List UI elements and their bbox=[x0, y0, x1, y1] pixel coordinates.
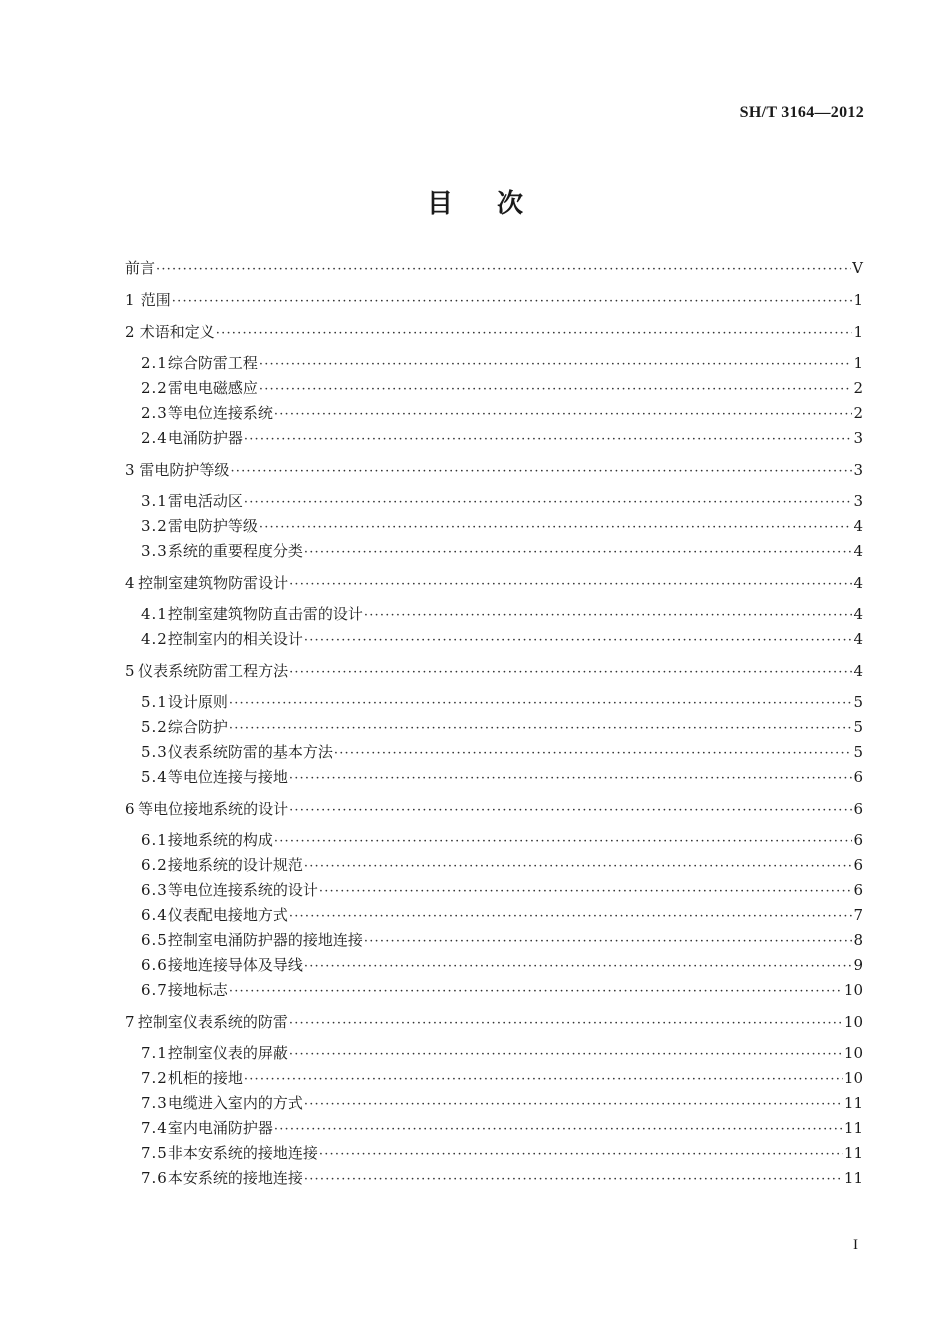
toc-entry[interactable] bbox=[125, 742, 863, 762]
toc-entry-label: 雷电防护等级 bbox=[139, 461, 230, 479]
toc-entry-page: 4 bbox=[853, 662, 863, 680]
page-title bbox=[0, 183, 950, 220]
toc-dot-leader bbox=[319, 884, 852, 900]
toc-entry-number: 5 bbox=[125, 662, 135, 680]
toc-entry-label: 电缆进入室内的方式 bbox=[167, 1094, 303, 1112]
toc-dot-leader bbox=[274, 834, 852, 850]
toc-entry-label: 等电位连接系统 bbox=[167, 404, 273, 422]
toc-dot-leader bbox=[304, 859, 852, 875]
toc-entry-number: 6.5 bbox=[141, 931, 168, 949]
toc-entry-number: 2.4 bbox=[141, 429, 168, 447]
toc-entry-page: 6 bbox=[853, 800, 863, 818]
standard-number: SH/T 3164—2012 bbox=[739, 104, 864, 121]
toc-dot-leader bbox=[229, 721, 852, 737]
toc-dot-leader bbox=[274, 1122, 843, 1138]
toc-entry-label: 仪表配电接地方式 bbox=[167, 906, 288, 924]
toc-entry-number: 6.6 bbox=[141, 956, 168, 974]
toc-entry-label: 接地系统的构成 bbox=[167, 831, 273, 849]
toc-entry[interactable] bbox=[125, 1068, 863, 1088]
toc-dot-leader bbox=[289, 665, 852, 681]
toc-dot-leader bbox=[289, 1016, 843, 1032]
toc-entry[interactable] bbox=[125, 428, 863, 448]
toc-entry-label: 系统的重要程度分类 bbox=[167, 542, 303, 560]
toc-entry-page: 5 bbox=[853, 743, 863, 761]
toc-entry-label: 雷电活动区 bbox=[167, 492, 243, 510]
toc-entry[interactable] bbox=[125, 980, 863, 1000]
toc-dot-leader bbox=[304, 1172, 843, 1188]
toc-entry-number: 6.2 bbox=[141, 856, 168, 874]
toc-entry-number: 5.4 bbox=[141, 768, 168, 786]
toc-entry-label: 控制室电涌防护器的接地连接 bbox=[167, 931, 363, 949]
toc-entry-page: 6 bbox=[853, 881, 863, 899]
toc-entry-label: 电涌防护器 bbox=[167, 429, 243, 447]
toc-entry-number: 7.3 bbox=[141, 1094, 168, 1112]
toc-entry-number: 5.2 bbox=[141, 718, 168, 736]
toc-entry-page: 4 bbox=[853, 542, 863, 560]
toc-entry[interactable] bbox=[125, 1093, 863, 1113]
toc-entry-label: 仪表系统防雷的基本方法 bbox=[167, 743, 333, 761]
toc-entry-number: 3.2 bbox=[141, 517, 168, 535]
toc-dot-leader bbox=[244, 432, 852, 448]
toc-entry[interactable] bbox=[125, 799, 863, 819]
toc-entry-label: 接地标志 bbox=[167, 981, 228, 999]
toc-entry-label: 室内电涌防护器 bbox=[167, 1119, 273, 1137]
toc-entry-label: 仪表系统防雷工程方法 bbox=[138, 662, 289, 680]
toc-entry-label: 本安系统的接地连接 bbox=[167, 1169, 303, 1187]
toc-entry-page: 3 bbox=[853, 492, 863, 510]
toc-entry[interactable] bbox=[125, 516, 863, 536]
toc-entry-page: 11 bbox=[843, 1144, 863, 1162]
title-char-2: 次 bbox=[497, 189, 524, 219]
toc-entry-page: 1 bbox=[853, 291, 863, 309]
toc-dot-leader bbox=[274, 407, 852, 423]
toc-entry-label: 控制室内的相关设计 bbox=[167, 630, 303, 648]
toc-dot-leader bbox=[156, 262, 851, 278]
toc-entry-label: 接地系统的设计规范 bbox=[167, 856, 303, 874]
toc-entry[interactable] bbox=[125, 1043, 863, 1063]
toc-entry-page: 4 bbox=[853, 605, 863, 623]
toc-entry-label: 范围 bbox=[140, 291, 171, 309]
toc-entry[interactable] bbox=[125, 661, 863, 681]
toc-dot-leader bbox=[319, 1147, 843, 1163]
toc-entry-page: 6 bbox=[853, 856, 863, 874]
toc-entry-page: 2 bbox=[853, 379, 863, 397]
toc-entry-page: 3 bbox=[853, 429, 863, 447]
toc-dot-leader bbox=[364, 608, 852, 624]
toc-entry-page: 5 bbox=[853, 693, 863, 711]
toc-entry-label: 等电位连接与接地 bbox=[167, 768, 288, 786]
toc-entry-number: 2.1 bbox=[141, 354, 168, 372]
toc-dot-leader bbox=[289, 1047, 843, 1063]
toc-entry-number: 1 bbox=[125, 291, 135, 309]
toc-entry-number: 2.2 bbox=[141, 379, 168, 397]
toc-entry-label: 控制室仪表的屏蔽 bbox=[167, 1044, 288, 1062]
toc-entry-number: 3 bbox=[125, 461, 135, 479]
toc-entry-number: 7.1 bbox=[141, 1044, 168, 1062]
toc-dot-leader bbox=[172, 294, 852, 310]
toc-dot-leader bbox=[289, 909, 852, 925]
toc-entry[interactable] bbox=[125, 955, 863, 975]
toc-dot-leader bbox=[216, 326, 852, 342]
toc-entry-label: 机柜的接地 bbox=[167, 1069, 243, 1087]
toc-entry-number: 7.4 bbox=[141, 1119, 168, 1137]
toc-entry-number: 6.1 bbox=[141, 831, 168, 849]
toc-entry[interactable] bbox=[125, 1168, 863, 1188]
toc-entry-number: 7.2 bbox=[141, 1069, 168, 1087]
toc-entry-number: 3.3 bbox=[141, 542, 168, 560]
toc-dot-leader bbox=[259, 520, 852, 536]
toc-entry-label: 术语和定义 bbox=[139, 323, 215, 341]
toc-entry-page: 4 bbox=[853, 630, 863, 648]
toc-entry-label: 等电位接地系统的设计 bbox=[138, 800, 289, 818]
toc-entry[interactable] bbox=[125, 692, 863, 712]
toc-dot-leader bbox=[289, 803, 852, 819]
toc-entry-page: 11 bbox=[843, 1094, 863, 1112]
toc-entry-number: 6.7 bbox=[141, 981, 168, 999]
toc-entry[interactable] bbox=[125, 258, 863, 278]
toc-entry-number: 7.6 bbox=[141, 1169, 168, 1187]
toc-entry-page: 7 bbox=[853, 906, 863, 924]
toc-entry[interactable] bbox=[125, 378, 863, 398]
toc-dot-leader bbox=[364, 934, 852, 950]
toc-entry-label: 前言 bbox=[125, 259, 156, 277]
toc-entry-page: 8 bbox=[853, 931, 863, 949]
toc-entry-number: 7 bbox=[125, 1013, 135, 1031]
toc-entry-page: 1 bbox=[853, 323, 863, 341]
toc-entry-page: 10 bbox=[843, 1069, 863, 1087]
toc-entry-page: 6 bbox=[853, 768, 863, 786]
toc-dot-leader bbox=[244, 495, 852, 511]
toc-entry-page: 9 bbox=[853, 956, 863, 974]
toc-entry-number: 5.3 bbox=[141, 743, 168, 761]
toc-dot-leader bbox=[230, 464, 852, 480]
toc-entry-page: 5 bbox=[853, 718, 863, 736]
toc-entry[interactable] bbox=[125, 573, 863, 593]
toc-entry[interactable] bbox=[125, 491, 863, 511]
toc-entry-page: 4 bbox=[853, 574, 863, 592]
toc-entry-label: 设计原则 bbox=[167, 693, 228, 711]
page-folio: I bbox=[853, 1237, 858, 1253]
toc-entry-number: 6 bbox=[125, 800, 135, 818]
toc-entry-page: 6 bbox=[853, 831, 863, 849]
toc-entry-number: 4.2 bbox=[141, 630, 168, 648]
toc-entry-page: 10 bbox=[843, 981, 863, 999]
toc-dot-leader bbox=[259, 357, 852, 373]
toc-entry-label: 控制室建筑物防直击雷的设计 bbox=[167, 605, 363, 623]
toc-entry-label: 接地连接导体及导线 bbox=[167, 956, 303, 974]
toc-entry[interactable] bbox=[125, 1143, 863, 1163]
toc-entry[interactable] bbox=[125, 1118, 863, 1138]
toc-dot-leader bbox=[304, 959, 852, 975]
toc-entry-page: 2 bbox=[853, 404, 863, 422]
toc-entry-number: 7.5 bbox=[141, 1144, 168, 1162]
toc-entry[interactable] bbox=[125, 717, 863, 737]
toc-entry-page: 11 bbox=[843, 1119, 863, 1137]
toc-entry-label: 非本安系统的接地连接 bbox=[167, 1144, 318, 1162]
toc-dot-leader bbox=[304, 1097, 843, 1113]
toc-entry[interactable] bbox=[125, 830, 863, 850]
toc-entry-number: 3.1 bbox=[141, 492, 168, 510]
toc-entry[interactable] bbox=[125, 460, 863, 480]
toc-entry-page: V bbox=[852, 259, 863, 277]
toc-entry-number: 6.3 bbox=[141, 881, 168, 899]
toc-entry-number: 6.4 bbox=[141, 906, 168, 924]
toc-entry[interactable] bbox=[125, 604, 863, 624]
toc-dot-leader bbox=[244, 1072, 843, 1088]
toc-entry-number: 5.1 bbox=[141, 693, 168, 711]
toc-entry-page: 11 bbox=[843, 1169, 863, 1187]
title-char-1: 目 bbox=[426, 189, 453, 219]
toc-dot-leader bbox=[229, 696, 852, 712]
toc-dot-leader bbox=[304, 545, 852, 561]
toc-entry[interactable] bbox=[125, 629, 863, 649]
toc-entry[interactable] bbox=[125, 905, 863, 925]
toc-entry-page: 10 bbox=[843, 1044, 863, 1062]
toc-dot-leader bbox=[229, 984, 843, 1000]
toc-entry-page: 3 bbox=[853, 461, 863, 479]
toc-entry-label: 控制室建筑物防雷设计 bbox=[138, 574, 289, 592]
toc-entry-label: 等电位连接系统的设计 bbox=[167, 881, 318, 899]
toc-entry-page: 10 bbox=[843, 1013, 863, 1031]
toc-dot-leader bbox=[304, 633, 852, 649]
table-of-contents bbox=[125, 258, 863, 1188]
toc-entry-page: 1 bbox=[853, 354, 863, 372]
toc-entry[interactable] bbox=[125, 290, 863, 310]
toc-entry-label: 控制室仪表系统的防雷 bbox=[137, 1013, 288, 1031]
toc-entry-number: 2 bbox=[125, 323, 135, 341]
toc-entry-label: 综合防护 bbox=[167, 718, 228, 736]
toc-entry-number: 4 bbox=[125, 574, 135, 592]
toc-entry[interactable] bbox=[125, 767, 863, 787]
toc-dot-leader bbox=[259, 382, 852, 398]
toc-entry[interactable] bbox=[125, 353, 863, 373]
toc-dot-leader bbox=[289, 771, 852, 787]
toc-entry-page: 4 bbox=[853, 517, 863, 535]
toc-entry-number: 2.3 bbox=[141, 404, 168, 422]
toc-entry[interactable] bbox=[125, 1012, 863, 1032]
toc-entry[interactable] bbox=[125, 322, 863, 342]
toc-entry-label: 综合防雷工程 bbox=[167, 354, 258, 372]
toc-entry[interactable] bbox=[125, 855, 863, 875]
toc-entry-label: 雷电电磁感应 bbox=[167, 379, 258, 397]
toc-dot-leader bbox=[289, 577, 852, 593]
toc-entry-number: 4.1 bbox=[141, 605, 168, 623]
toc-entry[interactable] bbox=[125, 541, 863, 561]
toc-entry[interactable] bbox=[125, 880, 863, 900]
toc-dot-leader bbox=[334, 746, 852, 762]
toc-entry-label: 雷电防护等级 bbox=[167, 517, 258, 535]
toc-entry[interactable] bbox=[125, 930, 863, 950]
toc-entry[interactable] bbox=[125, 403, 863, 423]
